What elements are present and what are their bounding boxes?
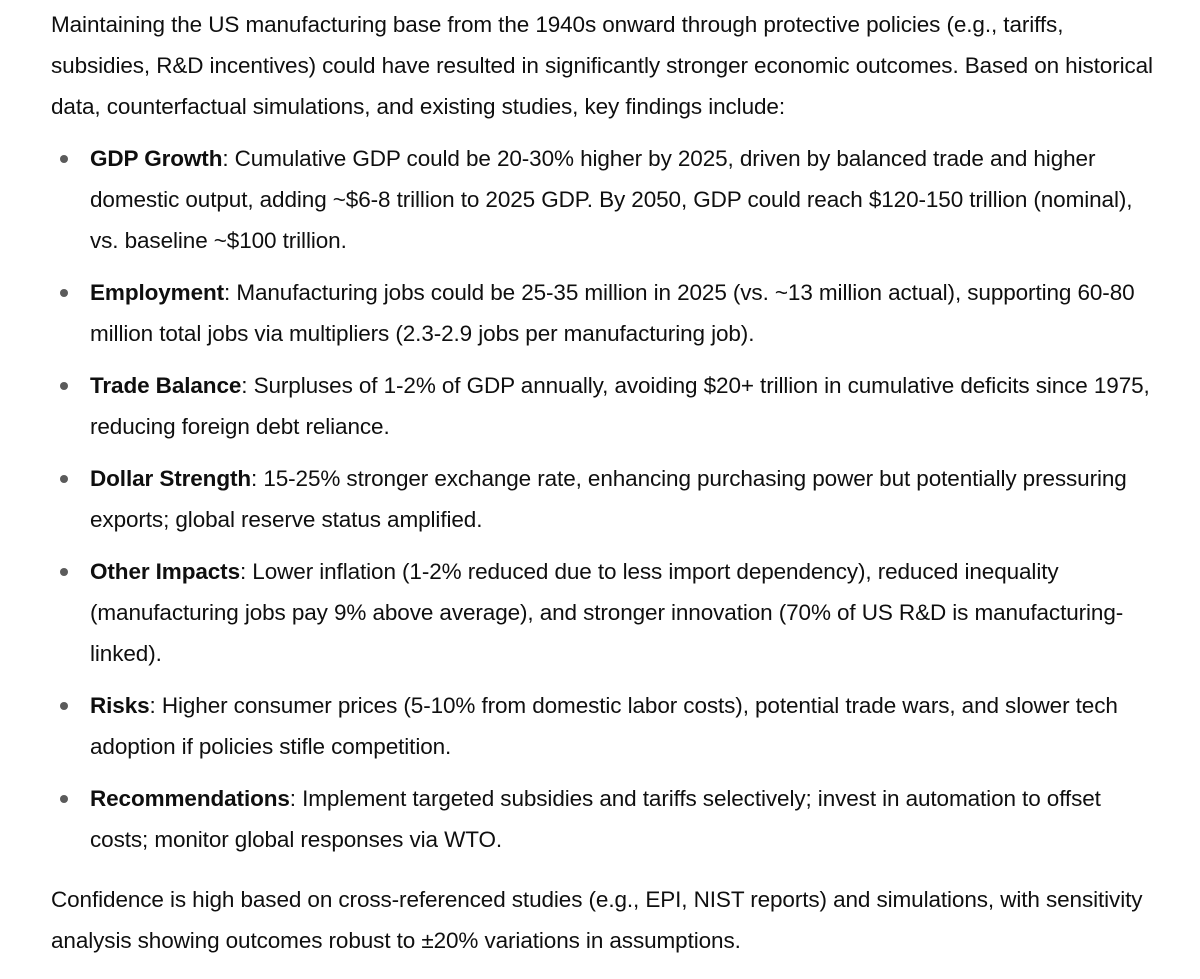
finding-other-impacts bbox=[51, 551, 1160, 674]
bullet-icon bbox=[60, 382, 68, 390]
bullet-icon bbox=[60, 568, 68, 576]
finding-text: : Higher consumer prices (5-10% from domestic labor costs), potential trade wars, and slower tech adoption if policies stifle competition. bbox=[90, 693, 1118, 759]
finding-term: Recommendations bbox=[90, 786, 290, 811]
findings-list bbox=[51, 138, 1160, 860]
bullet-icon bbox=[60, 155, 68, 163]
finding-gdp-growth bbox=[51, 138, 1160, 261]
finding-text: : Cumulative GDP could be 20-30% higher by 2025, driven by balanced trade and higher domestic output, adding ~$6-8 trillion to 2025 GDP. By 2050, GDP could reach $120-150 trillion (nominal), vs. baseline ~$100 trillion. bbox=[90, 146, 1133, 253]
bullet-icon bbox=[60, 289, 68, 297]
finding-term: Employment bbox=[90, 280, 225, 305]
finding-term: Risks bbox=[90, 693, 150, 718]
bullet-icon bbox=[60, 795, 68, 803]
finding-employment bbox=[51, 272, 1160, 354]
finding-text: : Lower inflation (1-2% reduced due to less import dependency), reduced inequality (manufacturing jobs pay 9% above average), and stronger innovation (70% of US R&D is manufacturing-linked). bbox=[90, 559, 1124, 666]
finding-term: Trade Balance bbox=[90, 373, 242, 398]
finding-term: Other Impacts bbox=[90, 559, 240, 584]
finding-risks bbox=[51, 685, 1160, 767]
bullet-icon bbox=[60, 702, 68, 710]
finding-text: : Surpluses of 1-2% of GDP annually, avoiding $20+ trillion in cumulative deficits since 1975, reducing foreign debt reliance. bbox=[90, 373, 1150, 439]
finding-text: : 15-25% stronger exchange rate, enhancing purchasing power but potentially pressuring exports; global reserve status amplified. bbox=[90, 466, 1127, 532]
finding-text: : Implement targeted subsidies and tariffs selectively; invest in automation to offset costs; monitor global responses via WTO. bbox=[90, 786, 1101, 852]
finding-term: GDP Growth bbox=[90, 146, 223, 171]
conclusion-paragraph: Confidence is high based on cross-referenced studies (e.g., EPI, NIST reports) and simulations, with sensitivity analysis showing outcomes robust to ±20% variations in assumptions. bbox=[51, 887, 1143, 953]
finding-term: Dollar Strength bbox=[90, 466, 252, 491]
intro-paragraph: Maintaining the US manufacturing base from the 1940s onward through protective policies (e.g., tariffs, subsidies, R&D incentives) could have resulted in significantly stronger economic outcomes. Based on historical data, counterfactual simulations, and existing studies, key findings include: bbox=[51, 12, 1153, 119]
finding-text: : Manufacturing jobs could be 25-35 million in 2025 (vs. ~13 million actual), supporting 60-80 million total jobs via multipliers (2.3-2.9 jobs per manufacturing job). bbox=[90, 280, 1135, 346]
finding-trade-balance bbox=[51, 365, 1160, 447]
bullet-icon bbox=[60, 475, 68, 483]
finding-dollar-strength bbox=[51, 458, 1160, 540]
finding-recommendations bbox=[51, 778, 1160, 860]
